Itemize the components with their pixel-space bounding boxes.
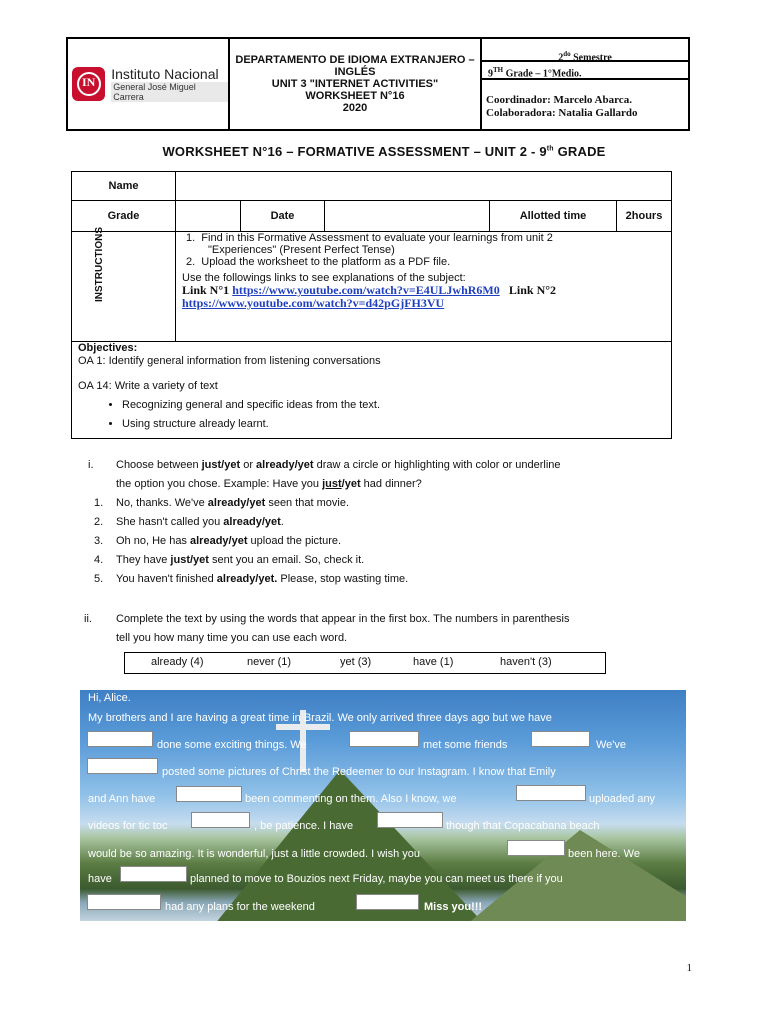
- grade-field[interactable]: [176, 201, 241, 232]
- date-label: Date: [241, 201, 325, 232]
- dept-line: 2020: [342, 102, 368, 114]
- blank-input[interactable]: [377, 812, 443, 828]
- word-bank-item: never (1): [247, 656, 292, 668]
- letter-line: Hi, Alice.: [88, 692, 131, 704]
- word-bank-item: haven't (3): [500, 656, 552, 668]
- instruction-1: 1. Find in this Formative Assessment to evaluate your learnings from unit 2: [186, 232, 553, 244]
- objectives-cell: [72, 342, 672, 439]
- page-number: 1: [686, 962, 692, 974]
- exercise-1-number: i.: [88, 459, 94, 471]
- allotted-time-value: 2hours: [617, 201, 672, 232]
- link1-url[interactable]: https://www.youtube.com/watch?v=E4ULJwhR6M0: [232, 283, 500, 297]
- letter-line: posted some pictures of Christ the Redeemer to our Instagram. I know that Emily: [162, 766, 556, 778]
- word-bank-box: [124, 652, 606, 674]
- blank-input[interactable]: [356, 894, 419, 910]
- objectives-label: Objectives:: [78, 342, 138, 354]
- blank-input[interactable]: [349, 731, 419, 747]
- letter-line: met some friends: [423, 739, 508, 751]
- name-label: Name: [72, 172, 176, 201]
- grade-label: Grade: [72, 201, 176, 232]
- school-logo: [68, 67, 228, 102]
- letter-line: We've: [596, 739, 627, 751]
- blank-input[interactable]: [87, 758, 158, 774]
- letter-line: had any plans for the weekend: [165, 901, 315, 913]
- date-field[interactable]: [325, 201, 490, 232]
- grade: 9TH Grade – 1°Medio.: [482, 62, 688, 80]
- course-info-cell: [481, 38, 689, 130]
- worksheet-title: WORKSHEET N°16 – FORMATIVE ASSESSMENT – UNIT 2 - 9th GRADE: [162, 144, 606, 159]
- letter-line: been commenting on them. Also I know, we: [245, 793, 457, 805]
- dept-line: UNIT 3 "INTERNET ACTIVITIES": [271, 78, 439, 90]
- blank-input[interactable]: [516, 785, 586, 801]
- header-table: [66, 37, 690, 131]
- objective-list: [78, 399, 671, 431]
- collaborator: Colaboradora: Natalia Gallardo: [486, 107, 638, 119]
- exercise-2-number: ii.: [84, 613, 92, 625]
- exercise-1-instruction: Choose between just/yet or already/yet draw a circle or highlighting with color or underline the option you chose. Example: Have you just/yet had dinner?: [116, 459, 561, 490]
- word-bank-item: already (4): [151, 656, 204, 668]
- dept-line: DEPARTAMENTO DE IDIOMA EXTRANJERO –: [235, 54, 475, 66]
- exercise-1-item[interactable]: 1. No, thanks. We've already/yet seen that movie.: [94, 497, 350, 509]
- exercise-1-item[interactable]: 5. You haven't finished already/yet. Please, stop wasting time.: [94, 573, 409, 585]
- letter-line: uploaded any: [589, 793, 656, 805]
- letter-line: My brothers and I are having a great time in Brazil. We only arrived three days ago but we have: [88, 712, 552, 724]
- objective-bullet: • Using structure already learnt.: [122, 418, 671, 431]
- letter-line: , be patience. I have: [254, 820, 354, 832]
- exercise-1-item[interactable]: 2. She hasn't called you already/yet.: [94, 516, 284, 528]
- links-intro: Use the followings links to see explanations of the subject:: [182, 272, 466, 284]
- letter-line: done some exciting things. We: [157, 739, 307, 751]
- exercise-1-items: [94, 494, 408, 589]
- blank-input[interactable]: [120, 866, 187, 882]
- school-name: Instituto Nacional: [111, 65, 219, 82]
- link2-label: Link N°2: [508, 283, 557, 297]
- semester: $2^{do}$ Semestre: [482, 48, 688, 62]
- instructions-side: [72, 227, 176, 342]
- blank-input[interactable]: [176, 786, 242, 802]
- student-info-table: [71, 171, 672, 439]
- exercise-1-item[interactable]: 3. Oh no, He has already/yet upload the picture.: [94, 535, 342, 547]
- letter-line: have: [88, 873, 112, 885]
- objective-oa1: OA 1: Identify general information from listening conversations: [78, 355, 381, 367]
- letter-line: and Ann have: [88, 793, 156, 805]
- letter-line: planned to move to Bouzios next Friday, maybe you can meet us there if you: [190, 873, 563, 885]
- blank-input[interactable]: [87, 894, 161, 910]
- objective-bullet: • Recognizing general and specific ideas from the text.: [122, 399, 671, 412]
- instruction-2: 2. Upload the worksheet to the platform as a PDF file.: [186, 256, 451, 268]
- letter-line: been here. We: [568, 848, 640, 860]
- link2-url[interactable]: https://www.youtube.com/watch?v=d42pGjFH3VU: [182, 296, 445, 310]
- blank-input[interactable]: [531, 731, 590, 747]
- exercise-1-item[interactable]: 4. They have just/yet sent you an email. So, check it.: [94, 554, 365, 566]
- letter-line: though that Copacabana beach: [446, 820, 600, 832]
- letter-line: would be so amazing. It is wonderful, just a little crowded. I wish you: [88, 848, 420, 860]
- word-bank-item: yet (3): [340, 656, 372, 668]
- link1-label: Link N°1: [182, 283, 230, 297]
- blank-input[interactable]: [191, 812, 250, 828]
- letter-line: videos for tic toc: [88, 820, 168, 832]
- word-bank-item: have (1): [413, 656, 454, 668]
- coordinator: Coordinador: Marcelo Abarca.: [486, 94, 632, 106]
- dept-line: WORKSHEET N°16: [305, 90, 405, 102]
- exercise-2-instruction: Complete the text by using the words that appear in the first box. The numbers in parenthesis tell you how many time you can use each word.: [116, 613, 570, 644]
- school-subtitle: General José Miguel Carrera: [111, 82, 228, 102]
- instruction-1b: "Experiences" (Present Perfect Tense): [208, 244, 395, 256]
- staff: [482, 80, 688, 120]
- instructions-body: [176, 232, 672, 342]
- blank-input[interactable]: [507, 840, 565, 856]
- logo-cell: [67, 38, 229, 130]
- allotted-time-label: Allotted time: [490, 201, 617, 232]
- instructions-label: INSTRUCTIONS: [94, 227, 105, 302]
- blank-input[interactable]: [87, 731, 153, 747]
- rio-background-image: [80, 690, 686, 921]
- name-field[interactable]: [176, 172, 672, 201]
- school-crest-icon: IN: [72, 67, 105, 101]
- dept-line: INGLÉS: [334, 66, 376, 78]
- department-cell: [229, 38, 481, 130]
- objective-oa14: OA 14: Write a variety of text: [78, 380, 218, 392]
- letter-line: Miss you!!!: [424, 901, 483, 913]
